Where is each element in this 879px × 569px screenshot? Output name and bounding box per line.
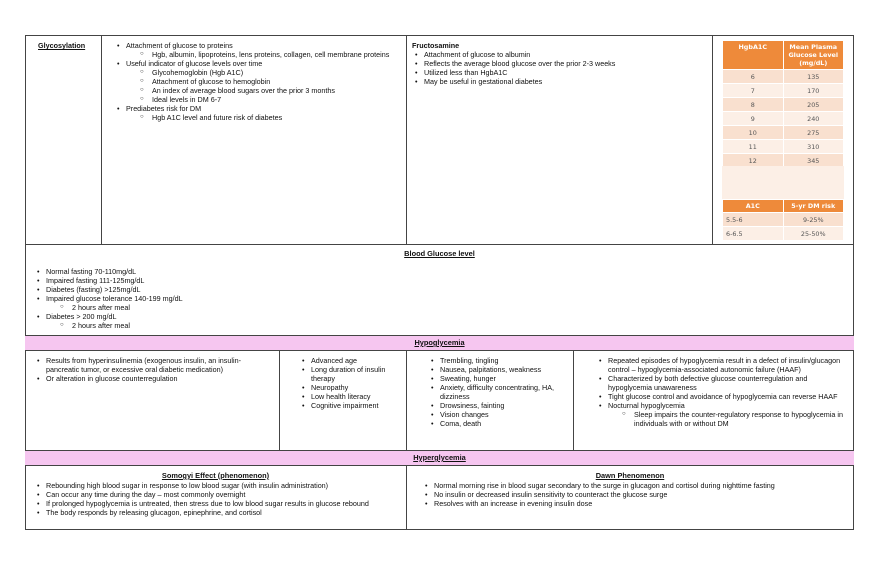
list-item: • Normal morning rise in blood sugar secondary to the surge in glucagon and cortisol during nighttime fasting [434, 481, 846, 490]
list-item: • Cognitive impairment [311, 401, 399, 410]
glycosylation-list [110, 38, 404, 125]
table-cell: 170 [783, 84, 844, 98]
list-item: • No insulin or decreased insulin sensitivity to counteract the glucose surge [434, 490, 846, 499]
list-item [46, 312, 426, 330]
list-item: • Attachment of glucose to albumin [424, 50, 704, 59]
hypoglycemia-risks [295, 353, 403, 413]
glucose-header: Mean Plasma Glucose Level (mg/dL) [783, 41, 844, 70]
sub-list-item: ○ Hgb, albumin, lipoproteins, lens proteins, collagen, cell membrane proteins [152, 50, 400, 59]
divider [406, 351, 407, 450]
list-item: • If prolonged hypoglycemia is untreated, then stress due to low blood sugar results in glucose rebound [46, 499, 398, 508]
blood-glucose-title: Blood Glucose level [404, 249, 475, 258]
list-item-text: Attachment of glucose to proteins [126, 41, 233, 50]
table-row [723, 126, 844, 140]
divider [25, 244, 854, 245]
table-cell: 12 [723, 154, 784, 168]
list-item [126, 59, 400, 104]
divider [712, 35, 713, 245]
list-item-text: Useful indicator of glucose levels over time [126, 59, 263, 68]
table-cell: 6 [723, 70, 784, 84]
list-item [46, 294, 426, 312]
list-item: • Utilized less than HgbA1C [424, 68, 704, 77]
list-item [126, 104, 400, 122]
list-item: • Reflects the average blood glucose over the prior 2-3 weeks [424, 59, 704, 68]
list-item: • Or alteration in glucose counterregulation [46, 374, 266, 383]
dawn-list [418, 478, 850, 511]
list-item: • Results from hyperinsulinemia (exogenous insulin, an insulin-pancreatic tumor, or excessive oral diabetic medication) [46, 356, 266, 374]
table-cell: 10 [723, 126, 784, 140]
list-item-text: Prediabetes risk for DM [126, 104, 202, 113]
table-cell: 135 [783, 70, 844, 84]
fructosamine-title: Fructosamine [412, 41, 460, 50]
sub-list [126, 68, 400, 104]
table-cell: 240 [783, 112, 844, 126]
fructosamine-section [408, 38, 708, 89]
list-item: • Advanced age [311, 356, 399, 365]
sub-list [46, 321, 426, 330]
hypoglycemia-header: Hypoglycemia [25, 335, 854, 351]
hgb-header: HgbA1C [723, 41, 784, 70]
sub-list [126, 50, 400, 59]
list-item: • Anxiety, difficulty concentrating, HA, dizziness [440, 383, 568, 401]
glycosylation-title: Glycosylation [38, 41, 86, 50]
sub-list [126, 113, 400, 122]
sub-list [608, 410, 846, 428]
list-item-text: Tight glucose control and avoidance of hypoglycemia can reverse HAAF [608, 392, 838, 401]
sub-list-item: ○ Glycohemoglobin (Hgb A1C) [152, 68, 400, 77]
hyperglycemia-header: Hyperglycemia [25, 450, 854, 466]
table-row [723, 213, 844, 227]
table-row [723, 84, 844, 98]
list-item: • Coma, death [440, 419, 568, 428]
list-item: • Sweating, hunger [440, 374, 568, 383]
list-item [46, 276, 426, 285]
dm-risk-table [722, 199, 844, 241]
table-cell: 345 [783, 154, 844, 168]
list-item [46, 267, 426, 276]
sub-list-item: ○ Ideal levels in DM 6-7 [152, 95, 400, 104]
list-item [608, 401, 846, 428]
list-item: • Low health literacy [311, 392, 399, 401]
list-item-text: Nocturnal hypoglycemia [608, 401, 685, 410]
sub-list-item: ○ 2 hours after meal [72, 303, 426, 312]
divider [101, 35, 102, 245]
table-row [723, 98, 844, 112]
list-item [608, 374, 846, 392]
table-row [723, 112, 844, 126]
somogyi-title: Somogyi Effect (phenomenon) [161, 471, 270, 480]
list-item: • Can occur any time during the day – most commonly overnight [46, 490, 398, 499]
sub-list-item: ○ Hgb A1C level and future risk of diabetes [152, 113, 400, 122]
a1c-header: A1C [723, 200, 784, 213]
list-item: • Trembling, tingling [440, 356, 568, 365]
hgb-a1c-table [722, 40, 844, 168]
list-item: • Resolves with an increase in evening insulin dose [434, 499, 846, 508]
list-item [46, 285, 426, 294]
list-item: • The body responds by releasing glucagon, epinephrine, and cortisol [46, 508, 398, 517]
table-cell: 7 [723, 84, 784, 98]
list-item-text: Characterized by both defective glucose counterregulation and hypoglycemia unawareness [608, 374, 808, 392]
table-cell: 5.5-6 [723, 213, 784, 227]
table-gap [722, 166, 844, 199]
list-item-text: Impaired glucose tolerance 140-199 mg/dL [46, 294, 183, 303]
table-cell: 8 [723, 98, 784, 112]
divider [406, 35, 407, 245]
table-cell: 11 [723, 140, 784, 154]
list-item-text: Diabetes (fasting) >125mg/dL [46, 285, 141, 294]
table-row [723, 140, 844, 154]
sub-list-item: ○ 2 hours after meal [72, 321, 426, 330]
risk-header: 5-yr DM risk [783, 200, 844, 213]
sub-list-item: ○ An index of average blood sugars over the prior 3 months [152, 86, 400, 95]
somogyi-list [30, 478, 402, 520]
list-item-text: Normal fasting 70-110mg/dL [46, 267, 137, 276]
table-cell: 25-50% [783, 227, 844, 241]
table-row [723, 70, 844, 84]
table-cell: 9-25% [783, 213, 844, 227]
table-cell: 275 [783, 126, 844, 140]
divider [279, 351, 280, 450]
hypoglycemia-symptoms [424, 353, 572, 431]
table-row [723, 227, 844, 241]
list-item: • Vision changes [440, 410, 568, 419]
sub-list-item: ○ Attachment of glucose to hemoglobin [152, 77, 400, 86]
list-item [126, 41, 400, 59]
list-item: • Long duration of insulin therapy [311, 365, 399, 383]
list-item [608, 392, 846, 401]
list-item: • Nausea, palpitations, weakness [440, 365, 568, 374]
blood-glucose-list [30, 264, 430, 333]
hypoglycemia-haaf [592, 353, 850, 431]
list-item [608, 356, 846, 374]
list-item-text: Diabetes > 200 mg/dL [46, 312, 117, 321]
list-item: • Rebounding high blood sugar in response to low blood sugar (with insulin administration) [46, 481, 398, 490]
sub-list [46, 303, 426, 312]
table-cell: 6-6.5 [723, 227, 784, 241]
sub-list-item: ○ Sleep impairs the counter-regulatory response to hypoglycemia in individuals with or without DM [634, 410, 846, 428]
list-item: • May be useful in gestational diabetes [424, 77, 704, 86]
list-item-text: Impaired fasting 111-125mg/dL [46, 276, 145, 285]
dawn-title: Dawn Phenomenon [595, 471, 665, 480]
list-item: • Neuropathy [311, 383, 399, 392]
table-cell: 205 [783, 98, 844, 112]
divider [573, 351, 574, 450]
table-cell: 9 [723, 112, 784, 126]
table-cell: 310 [783, 140, 844, 154]
hypoglycemia-causes [30, 353, 270, 386]
list-item-text: Repeated episodes of hypoglycemia result in a defect of insulin/glucagon control – hypoglycemia-associated autonomic failure (HAAF) [608, 356, 841, 374]
list-item: • Drowsiness, fainting [440, 401, 568, 410]
